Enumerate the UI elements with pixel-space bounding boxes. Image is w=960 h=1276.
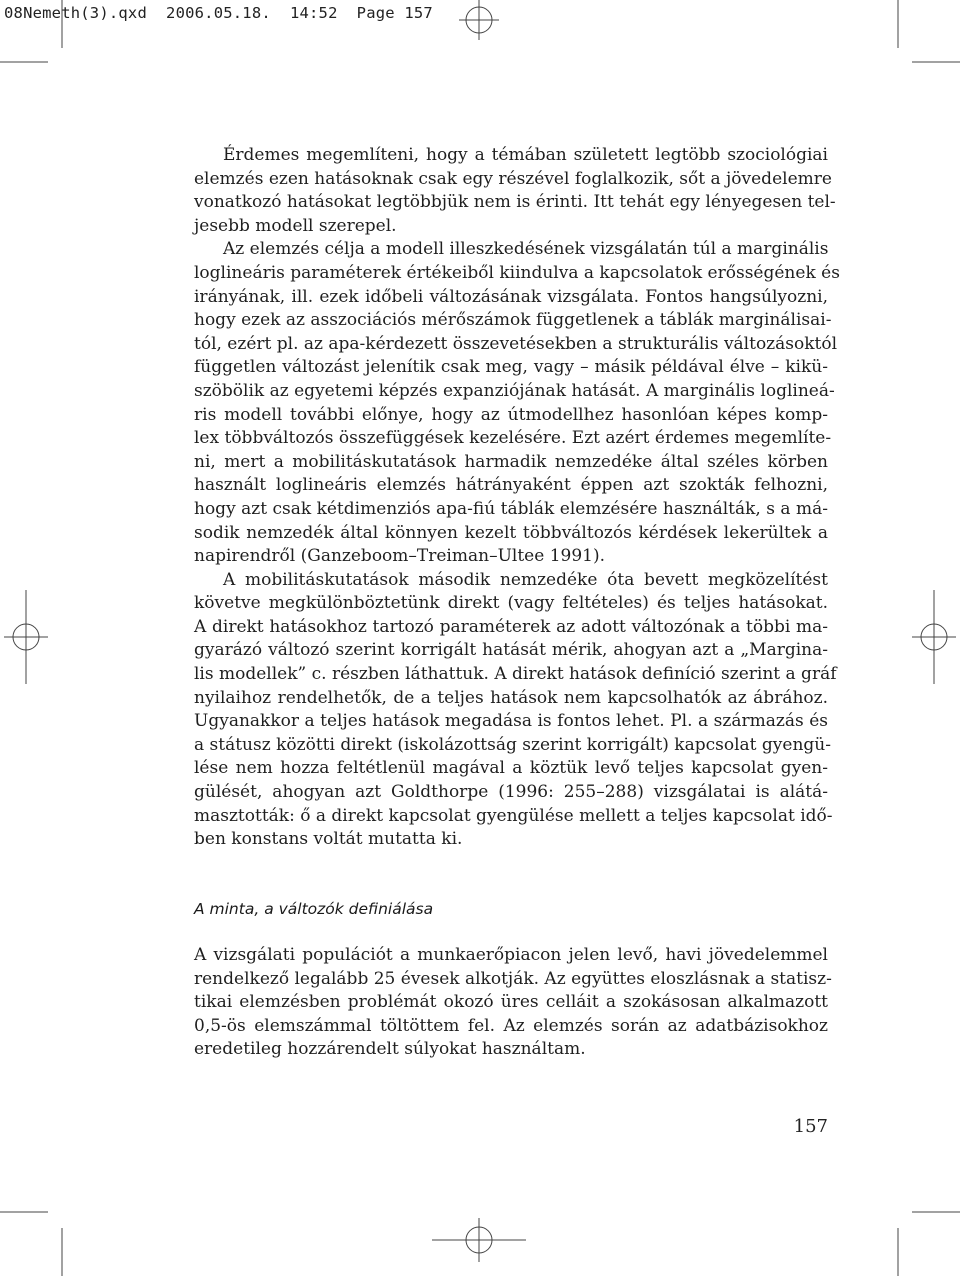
text-line: jesebb modell szerepel.	[194, 215, 397, 236]
quark-slug-line: 08Nemeth(3).qxd 2006.05.18. 14:52 Page 157	[4, 4, 433, 22]
text-line: ni, mert a mobilitáskutatások harmadik nemzedéke által széles körben	[194, 451, 828, 472]
text-line: lis modellek” c. részben láthattuk. A direkt hatások definíció szerint a gráf	[194, 664, 837, 685]
text-line: szöbölik az egyetemi képzés expanziójának hatását. A marginális loglineá-	[194, 380, 835, 401]
text-line: Az elemzés célja a modell illeszkedésének vizsgálatán túl a marginális	[223, 239, 829, 260]
text-line: Ugyanakkor a teljes hatások megadása is fontos lehet. Pl. a származás és	[194, 711, 828, 732]
text-line: rendelkező legalább 25 évesek alkotják. Az együttes eloszlásnak a statisz-	[194, 968, 832, 989]
text-line: eredetileg hozzárendelt súlyokat használtam.	[194, 1039, 586, 1060]
paragraph	[194, 144, 836, 238]
registration-mark-top	[459, 0, 499, 40]
text-line: masztották: ő a direkt kapcsolat gyengülése mellett a teljes kapcsolat idő-	[194, 805, 833, 826]
text-line: a státusz közötti direkt (iskolázottság szerint korrigált) kapcsolat gyengü-	[194, 734, 831, 755]
text-line: nyilaihoz rendelhetők, de a teljes hatások nem kapcsolhatók az ábrához.	[194, 687, 828, 708]
text-line: irányának, ill. ezek időbeli változásának vizsgálata. Fontos hangsúlyozni,	[194, 286, 828, 307]
registration-mark-left	[4, 590, 48, 684]
text-line: A direkt hatásokhoz tartozó paraméterek az adott változónak a többi ma-	[194, 616, 828, 637]
text-line: 0,5-ös elemszámmal töltöttem fel. Az elemzés során az adatbázisokhoz	[194, 1015, 828, 1036]
text-line: elemzés ezen hatásoknak csak egy részével foglalkozik, sőt a jövedelemre	[194, 168, 832, 189]
text-line: A mobilitáskutatások második nemzedéke óta bevett megközelítést	[223, 569, 828, 590]
text-line: napirendről (Ganzeboom–Treiman–Ultee 1991).	[194, 546, 605, 567]
text-line: független változást jelenítik csak meg, vagy – másik példával élve – kikü-	[194, 357, 828, 378]
text-line: használt loglineáris elemzés hátrányaként éppen azt szokták felhozni,	[194, 475, 828, 496]
text-line: ben konstans voltát mutatta ki.	[194, 829, 463, 850]
text-line: gyarázó változó szerint korrigált hatását mérik, ahogyan azt a „Margina-	[194, 640, 828, 661]
text-line: tikai elemzésben problémát okozó üres celláit a szokásosan alkalmazott	[194, 992, 828, 1013]
text-line: loglineáris paraméterek értékeiből kiindulva a kapcsolatok erősségének és	[194, 262, 840, 283]
paragraph	[194, 238, 840, 568]
text-line: ris modell további előnye, hogy az útmodellhez hasonlóan képes komp-	[194, 404, 828, 425]
paragraph	[194, 944, 832, 1062]
registration-mark-bottom	[432, 1218, 526, 1262]
text-line: lex többváltozós összefüggések kezelésére. Ezt azért érdemes megemlíte-	[194, 428, 832, 449]
text-line: követve megkülönböztetünk direkt (vagy feltételes) és teljes hatásokat.	[194, 593, 828, 614]
section-heading: A minta, a változók definiálása	[194, 900, 434, 918]
text-line: Érdemes megemlíteni, hogy a témában született legtöbb szociológiai	[223, 145, 828, 165]
paragraph	[194, 569, 837, 852]
text-line: sodik nemzedék által könnyen kezelt többváltozós kérdések lekerültek a	[194, 522, 828, 543]
text-line: gülését, ahogyan azt Goldthorpe (1996: 255–288) vizsgálatai is alátá-	[194, 782, 828, 803]
body-text-block-1	[194, 144, 840, 852]
page-number: 157	[793, 1116, 828, 1137]
text-line: vonatkozó hatásokat legtöbbjük nem is érinti. Itt tehát egy lényegesen tel-	[194, 192, 836, 213]
body-text-block-2	[194, 944, 832, 1062]
text-line: hogy ezek az asszociációs mérőszámok függetlenek a táblák marginálisai-	[194, 310, 832, 331]
text-line: lése nem hozza feltétlenül magával a köztük levő teljes kapcsolat gyen-	[194, 758, 828, 779]
text-line: A vizsgálati populációt a munkaerőpiacon jelen levő, havi jövedelemmel	[194, 945, 828, 965]
text-line: tól, ezért pl. az apa-kérdezett összevetésekben a strukturális változásoktól	[194, 333, 838, 354]
registration-mark-right	[912, 590, 956, 684]
text-line: hogy azt csak kétdimenziós apa-fiú táblák elemzésére használták, s a má-	[194, 498, 828, 519]
